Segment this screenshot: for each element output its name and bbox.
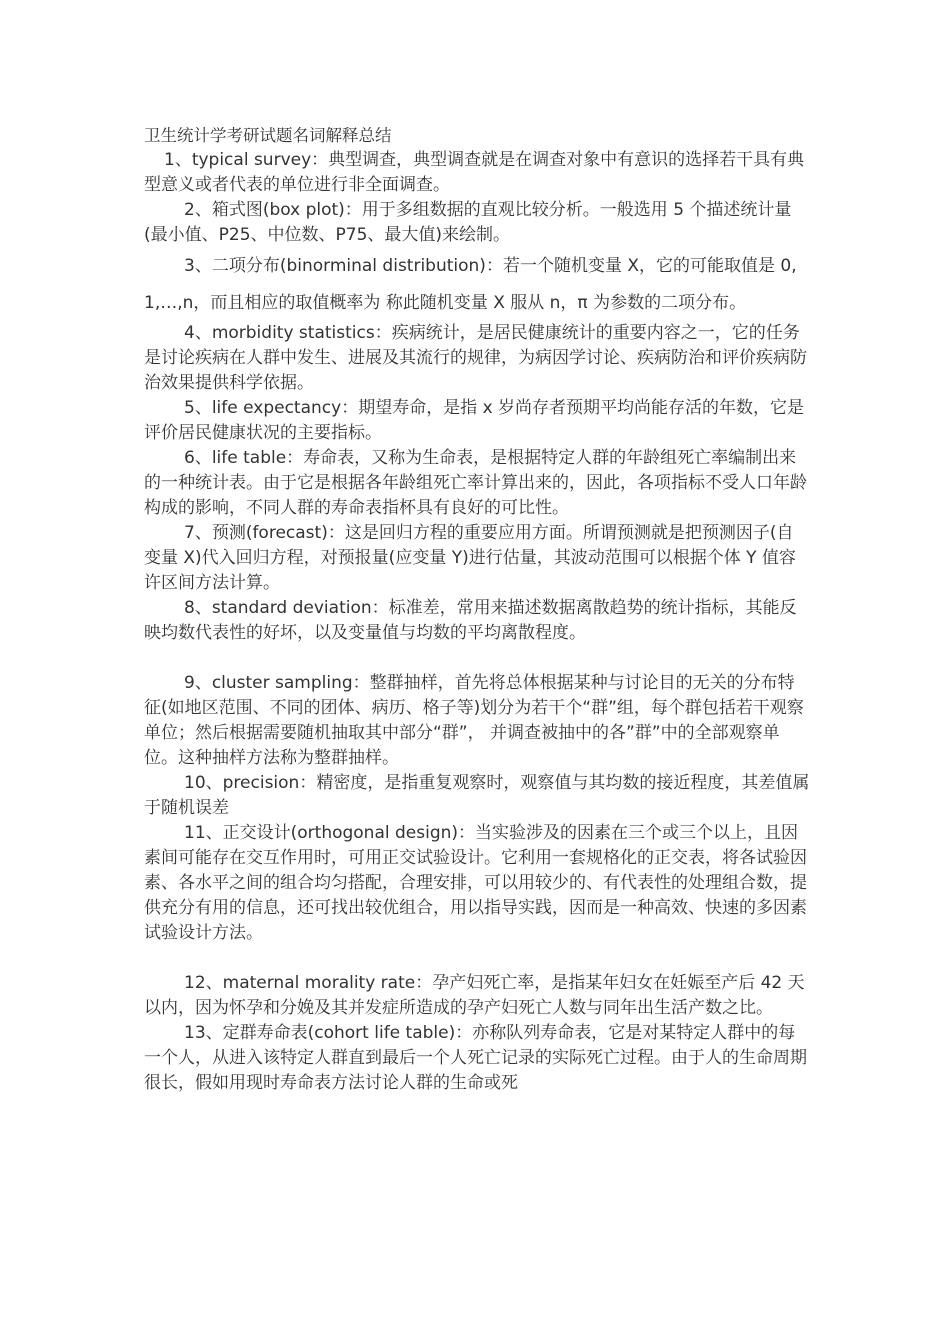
entry-morbidity-statistics: 4、morbidity statistics：疾病统计，是居民健康统计的重要内容之一，它的任务是讨论疾病在人群中发生、进展及其流行的规律，为病因学讨论、疾病防治和评价疾病防治效果提供科学依据。 [144, 323, 807, 393]
paragraph-spacer [144, 946, 810, 971]
entry-binomial-distribution: 3、二项分布(binorminal distribution)：若一个随机变量 X，它的可能取值是 0,1,…,n，而且相应的取值概率为 称此随机变量 X 服从 n，π 为参数的二项分布。 [144, 256, 797, 313]
entry-box-plot: 2、箱式图(box plot)：用于多组数据的直观比较分析。一般选用 5 个描述统计量(最小值、P25、中位数、P75、最大值)来绘制。 [144, 200, 792, 245]
entry-precision: 10、precision：精密度，是指重复观察时，观察值与其均数的接近程度，其差值属于随机误差 [144, 773, 810, 818]
entry-forecast: 7、预测(forecast)：这是回归方程的重要应用方面。所谓预测就是把预测因子(自变量 X)代入回归方程，对预报量(应变量 Y)进行估量，其波动范围可以根据个体 Y 值容许区间方法计算。 [144, 523, 796, 593]
entry-life-table: 6、life table：寿命表，又称为生命表，是根据特定人群的年龄组死亡率编制出来的一种统计表。由于它是根据各年龄组死亡率计算出来的，因此，各项指标不受人口年龄构成的影响，不同人群的寿命表指杯具有良好的可比性。 [144, 448, 807, 518]
document-title: 卫生统计学考研试题名词解释总结 [144, 126, 392, 145]
paragraph-spacer [144, 646, 810, 671]
entry-maternal-mortality-rate: 12、maternal morality rate：孕产妇死亡率，是指某年妇女在妊娠至产后 42 天以内，因为怀孕和分娩及其并发症所造成的孕产妇死亡人数与同年出生活产数之比。 [144, 973, 805, 1018]
entry-life-expectancy: 5、life expectancy：期望寿命，是指 x 岁尚存者预期平均尚能存活的年数，它是评价居民健康状况的主要指标。 [144, 398, 805, 443]
entry-orthogonal-design: 11、正交设计(orthogonal design)：当实验涉及的因素在三个或三个以上，且因素间可能存在交互作用时，可用正交试验设计。它利用一套规格化的正交表，将各试验因素、各水平之间的组合均匀搭配，合理安排，可以用较少的、有代表性的处理组合数，提供充分有用的信息，还可找出较优组合，用以指导实践，因而是一种高效、快速的多因素试验设计方法。 [144, 823, 807, 943]
entry-cohort-life-table: 13、定群寿命表(cohort life table)：亦称队列寿命表，它是对某特定人群中的每一个人，从进入该特定人群直到最后一个人死亡记录的实际死亡过程。由于人的生命周期很长，假如用现时寿命表方法讨论人群的生命或死 [144, 1023, 807, 1093]
document-page [144, 123, 810, 1096]
entry-standard-deviation: 8、standard deviation：标准差，常用来描述数据离散趋势的统计指标，其能反映均数代表性的好坏，以及变量值与均数的平均离散程度。 [144, 598, 797, 643]
entry-typical-survey: 1、typical survey：典型调查，典型调查就是在调查对象中有意识的选择若干具有典型意义或者代表的单位进行非全面调查。 [144, 150, 805, 195]
entry-cluster-sampling: 9、cluster sampling：整群抽样，首先将总体根据某种与讨论目的无关的分布特征(如地区范围、不同的团体、病历、格子等)划分为若干个“群”组，每个群包括若干观察单位；然后根据需要随机抽取其中部分“群”， 并调查被抽中的各”群”中的全部观察单位。这种抽样方法称为整群抽样。 [144, 673, 804, 768]
